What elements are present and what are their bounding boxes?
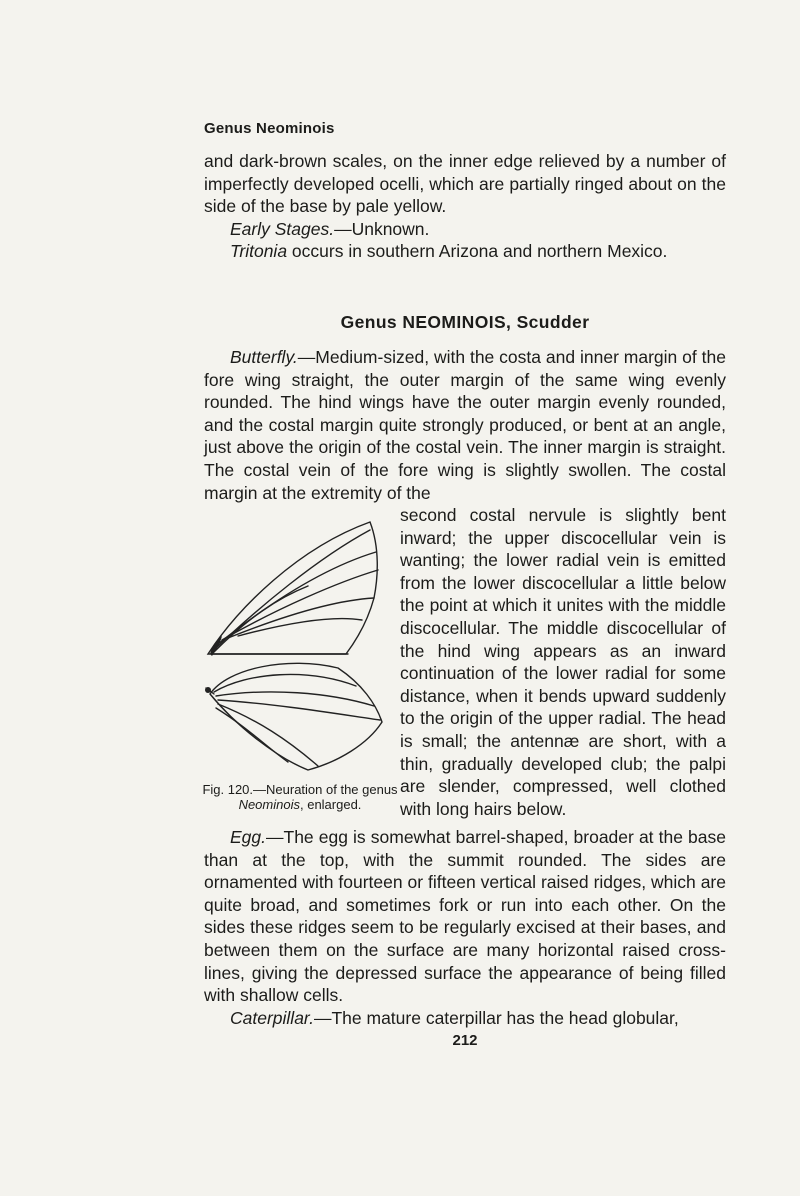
- figure-caption: [200, 782, 400, 812]
- caption-suffix: , enlarged.: [299, 797, 362, 812]
- caterpillar-text: —The mature caterpillar has the head globular,: [313, 1007, 679, 1028]
- caterpillar-paragraph: [204, 1007, 726, 1030]
- early-stages-text: —Unknown.: [334, 218, 430, 239]
- running-head: Genus Neominois: [204, 120, 335, 137]
- early-stages-paragraph: [204, 218, 726, 241]
- egg-label: Egg.: [230, 827, 266, 847]
- top-paragraphs: [204, 150, 726, 263]
- butterfly-paragraph-continued: second costal nervule is slightly bent inward; the upper discocellular vein is wanting; the lower radial vein is emitted from the lower discocellular a little below the point at which it unites with the middle discocellular. The middle discocellular of the hind wing appears as an inward continuation of the lower radial for some distance, when it bends upward suddenly to the origin of the upper radial. The head is small; the antennæ are short, with a thin, gradually developed club; the palpi are slender, compressed, well clothed with long hairs below.: [400, 505, 726, 819]
- tritonia-label: Tritonia: [230, 241, 288, 262]
- caption-prefix: Fig. 120.—Neuration of the genus: [202, 782, 398, 797]
- wing-neuration-figure: [198, 508, 398, 778]
- early-stages-label: Early Stages.: [230, 218, 335, 239]
- butterfly-paragraph: [204, 346, 726, 504]
- wing-drawing: [198, 508, 398, 778]
- egg-and-caterpillar-paragraphs: [204, 826, 726, 1029]
- tritonia-text: occurs in southern Arizona and northern Mexico.: [287, 241, 668, 262]
- genus-heading: Genus NEOMINOIS, Scudder: [340, 312, 590, 332]
- caption-genus: Neominois: [238, 797, 300, 812]
- ocelli-paragraph: and dark-brown scales, on the inner edge relieved by a number of imperfectly developed ocelli, which are partially ringed about on the side of the base by pale yellow.: [204, 151, 726, 217]
- egg-text: —The egg is somewhat barrel-shaped, broader at the base than at the top, with the summit rounded. The sides are ornamented with fourteen or fifteen vertical raised ridges, which are quite broad, and sometimes fork or run into each other. On the sides these ridges seem to be regularly excised at their bases, and between them on the surface are many horizontal raised cross-lines, giving the depressed surface the appearance of being filled with shallow cells.: [204, 827, 726, 1006]
- tritonia-paragraph: [204, 240, 726, 263]
- page-number: 212: [452, 1032, 478, 1049]
- caterpillar-label: Caterpillar.: [230, 1007, 314, 1028]
- egg-paragraph: [204, 826, 726, 1007]
- butterfly-label: Butterfly.: [230, 347, 298, 367]
- butterfly-text-a: —Medium-sized, with the costa and inner margin of the fore wing straight, the outer margin of the same wing evenly rounded. The hind wings have the outer margin evenly rounded, and the costal margin quite strongly produced, or bent at an angle, just above the origin of the costal vein. The inner margin is straight. The costal vein of the fore wing is slightly swollen. The costal margin at the extremity of the: [204, 347, 726, 503]
